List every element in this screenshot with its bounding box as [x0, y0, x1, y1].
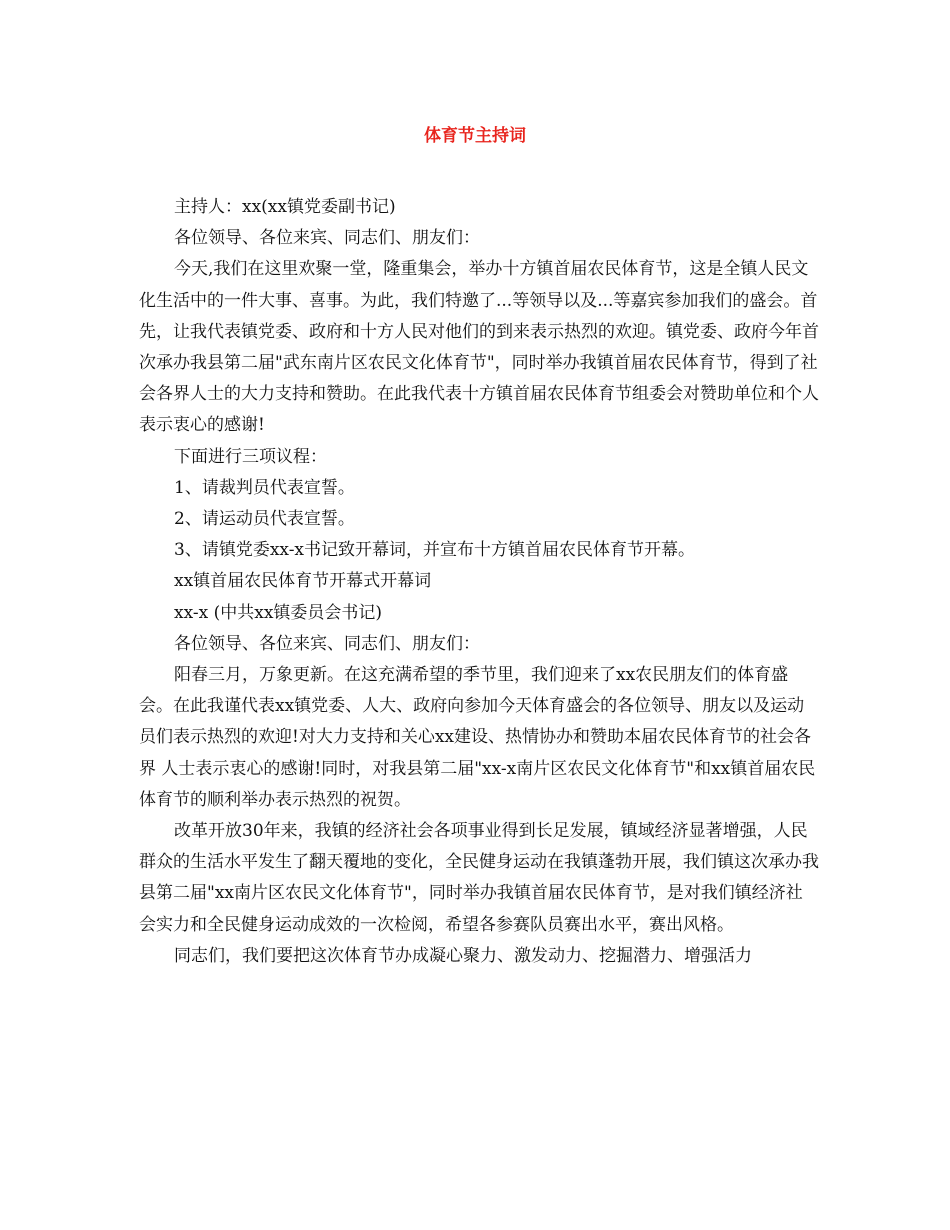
body-paragraph: 今天,我们在这里欢聚一堂，隆重集会，举办十方镇首届农民体育节，这是全镇人民文化生活中的一件大事、喜事。为此，我们特邀了...等领导以及...等嘉宾参加我们的盛会。首先，让我代表镇党委、政府和十方人民对他们的到来表示热烈的欢迎。镇党委、政府今年首次承办我县第二届"武东南片区农民文化体育节"，同时举办我镇首届农民体育节，得到了社会各界人士的大力支持和赞助。在此我代表十方镇首届农民体育节组委会对赞助单位和个人表示衷心的感谢!: [139, 259, 819, 436]
speech-title: xx镇首届农民体育节开幕式开幕词: [174, 571, 432, 592]
agenda-heading: 下面进行三项议程：: [174, 446, 327, 467]
agenda-item: 2、请运动员代表宣誓。: [174, 509, 355, 530]
document-title: 体育节主持词: [424, 126, 526, 146]
body-paragraph: 改革开放30年来，我镇的经济社会各项事业得到长足发展，镇域经济显著增强，人民群众的生活水平发生了翻天覆地的变化，全民健身运动在我镇蓬勃开展，我们镇这次承办我县第二届"xx南片区农民文化体育节"，同时举办我镇首届农民体育节，是对我们镇经济社会实力和全民健身运动成效的一次检阅，希望各参赛队员赛出水平，赛出风格。: [139, 821, 819, 935]
agenda-item: 1、请裁判员代表宣誓。: [174, 477, 355, 498]
body-paragraph: 同志们，我们要把这次体育节办成凝心聚力、激发动力、挖掘潜力、增强活力: [174, 945, 752, 966]
speaker-line: xx-x (中共xx镇委员会书记): [174, 602, 383, 623]
document-body: [139, 192, 819, 972]
host-line: 主持人：xx(xx镇党委副书记): [174, 197, 396, 217]
body-paragraph: 阳春三月，万象更新。在这充满希望的季节里，我们迎来了xx农民朋友们的体育盛会。在此我谨代表xx镇党委、人大、政府向参加今天体育盛会的各位领导、朋友以及运动员们表示热烈的欢迎!对大力支持和关心xx建设、热情协办和赞助本届农民体育节的社会各界 人士表示衷心的感谢!同时，对我县第二届"xx-x南片区农民文化体育节"和xx镇首届农民体育节的顺利举办表示热烈的祝贺。: [139, 665, 816, 810]
greeting: 各位领导、各位来宾、同志们、朋友们：: [174, 228, 480, 249]
greeting: 各位领导、各位来宾、同志们、朋友们：: [174, 633, 480, 654]
agenda-item: 3、请镇党委xx-x书记致开幕词，并宣布十方镇首届农民体育节开幕。: [174, 540, 696, 561]
